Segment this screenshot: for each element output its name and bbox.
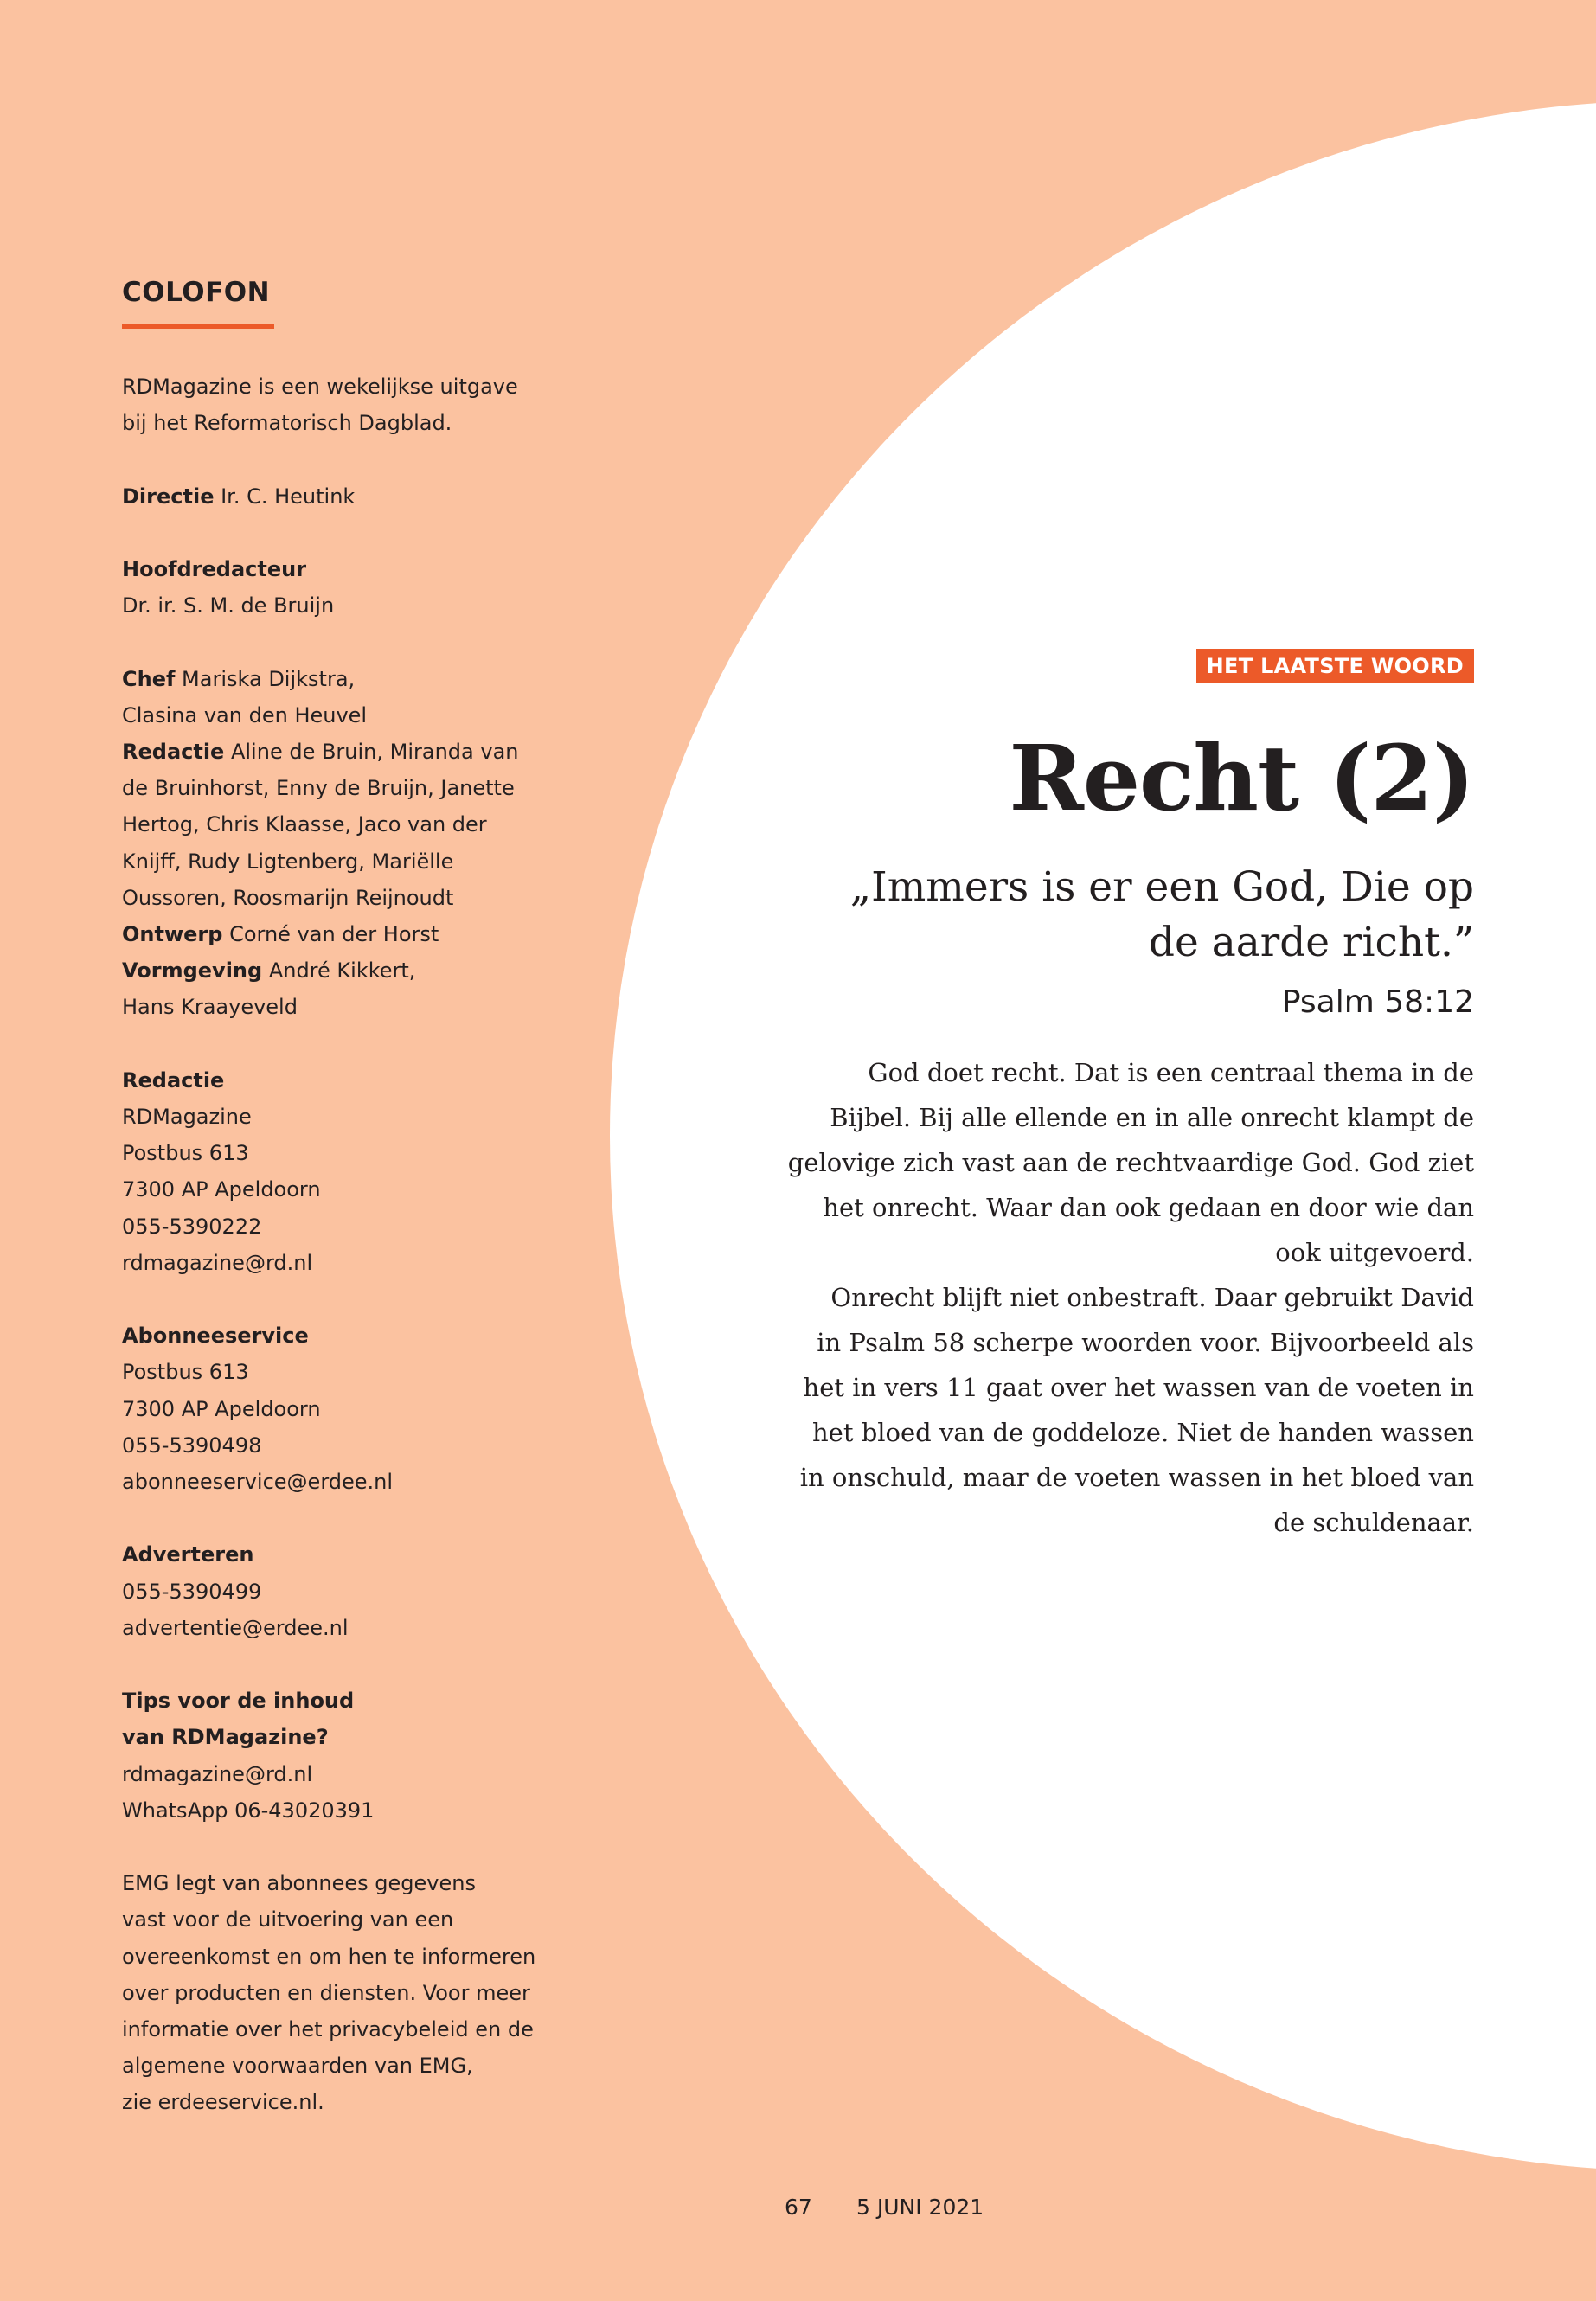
body-line: de schuldenaar. [1273, 1508, 1474, 1537]
colofon-privacy [122, 1865, 554, 2120]
directie-label: Directie [122, 484, 215, 509]
chef-value: Mariska Dijkstra, [175, 666, 356, 691]
colofon-staff [122, 661, 554, 1026]
ontwerp-value: Corné van der Horst [222, 922, 439, 946]
adverteren-phone: 055-5390499 [122, 1579, 262, 1604]
abonneeservice-heading: Abonneeservice [122, 1324, 309, 1349]
redactie-address-line: 7300 AP Apeldoorn [122, 1177, 321, 1202]
colofon-title-underline [122, 324, 274, 329]
colofon-intro-line: RDMagazine is een wekelijkse uitgave [122, 375, 518, 399]
vormgeving-value: Hans Kraayeveld [122, 995, 298, 1020]
bible-quote-line: „Immers is er een God, Die op [849, 863, 1474, 911]
redactie-value: Aline de Bruin, Miranda van [224, 739, 519, 764]
body-line: ook uitgevoerd. [1275, 1238, 1474, 1267]
privacy-line: zie erdeeservice.nl. [122, 2090, 324, 2115]
article-body [765, 1050, 1474, 1545]
abonneeservice-line: Postbus 613 [122, 1360, 249, 1385]
body-line: in onschuld, maar de voeten wassen in het bloed van [799, 1463, 1474, 1492]
abonneeservice-line: 7300 AP Apeldoorn [122, 1396, 321, 1421]
tips-whatsapp: WhatsApp 06-43020391 [122, 1798, 375, 1823]
colofon-column [122, 273, 554, 2121]
privacy-line: EMG legt van abonnees gegevens [122, 1871, 476, 1896]
chef-value: Clasina van den Heuvel [122, 702, 368, 727]
abonneeservice-phone: 055-5390498 [122, 1433, 262, 1458]
body-line: het in vers 11 gaat over het wassen van de voeten in [803, 1373, 1474, 1402]
colofon-redactie-address [122, 1062, 554, 1281]
privacy-line: algemene voorwaarden van EMG, [122, 2054, 473, 2079]
colofon-hoofdredacteur [122, 551, 554, 624]
page-number: 67 [785, 2195, 812, 2220]
redactie-value: Oussoren, Roosmarijn Reijnoudt [122, 885, 454, 910]
article-headline: Recht (2) [1009, 725, 1474, 831]
redactie-email: rdmagazine@rd.nl [122, 1250, 313, 1275]
redactie-value: Knijff, Rudy Ligtenberg, Mariëlle [122, 849, 454, 874]
redactie-value: Hertog, Chris Klaasse, Jaco van der [122, 812, 487, 837]
privacy-line: informatie over het privacybeleid en de [122, 2017, 534, 2042]
article [765, 649, 1474, 1545]
colofon-title: COLOFON [122, 277, 271, 308]
body-line: het onrecht. Waar dan ook gedaan en door wie dan [823, 1193, 1474, 1222]
tips-heading: Tips voor de inhoud [122, 1689, 355, 1714]
redactie-address-line: Postbus 613 [122, 1141, 249, 1166]
directie-value: Ir. C. Heutink [214, 484, 356, 509]
bible-quote-line: de aarde richt.” [1148, 919, 1474, 966]
hoofdredacteur-label: Hoofdredacteur [122, 556, 307, 581]
colofon-adverteren [122, 1536, 554, 1646]
body-line: God doet recht. Dat is een centraal thema in de [868, 1058, 1474, 1087]
redactie-address-heading: Redactie [122, 1067, 225, 1093]
section-kicker: HET LAATSTE WOORD [1196, 649, 1474, 683]
chef-label: Chef [122, 666, 176, 691]
abonneeservice-email: abonneeservice@erdee.nl [122, 1470, 394, 1495]
vormgeving-value: André Kikkert, [262, 958, 416, 984]
hoofdredacteur-value: Dr. ir. S. M. de Bruijn [122, 593, 335, 619]
redactie-value: de Bruinhorst, Enny de Bruijn, Janette [122, 776, 515, 801]
body-line: in Psalm 58 scherpe woorden voor. Bijvoorbeeld als [817, 1328, 1474, 1357]
adverteren-heading: Adverteren [122, 1542, 254, 1567]
tips-email: rdmagazine@rd.nl [122, 1761, 313, 1786]
colofon-intro [122, 369, 554, 441]
colofon-abonneeservice [122, 1317, 554, 1500]
tips-heading: van RDMagazine? [122, 1725, 329, 1750]
bible-quote [765, 860, 1474, 971]
redactie-phone: 055-5390222 [122, 1214, 262, 1239]
issue-date: 5 JUNI 2021 [856, 2195, 984, 2220]
privacy-line: vast voor de uitvoering van een [122, 1907, 454, 1932]
redactie-label: Redactie [122, 739, 225, 764]
body-line: het bloed van de goddeloze. Niet de handen wassen [811, 1418, 1474, 1447]
colofon-directie [122, 478, 554, 515]
redactie-address-line: RDMagazine [122, 1105, 252, 1129]
privacy-line: over producten en diensten. Voor meer [122, 1980, 530, 2005]
colofon-intro-line: bij het Reformatorisch Dagblad. [122, 411, 452, 436]
privacy-line: overeenkomst en om hen te informeren [122, 1944, 536, 1969]
ontwerp-label: Ontwerp [122, 922, 223, 946]
colofon-tips [122, 1682, 554, 1829]
adverteren-email: advertentie@erdee.nl [122, 1615, 349, 1640]
body-line: Bijbel. Bij alle ellende en in alle onrecht klampt de [830, 1103, 1474, 1132]
body-line: gelovige zich vast aan de rechtvaardige God. God ziet [787, 1148, 1474, 1177]
bible-reference: Psalm 58:12 [1281, 984, 1474, 1020]
body-line: Onrecht blijft niet onbestraft. Daar gebruikt David [830, 1283, 1474, 1312]
vormgeving-label: Vormgeving [122, 958, 263, 984]
